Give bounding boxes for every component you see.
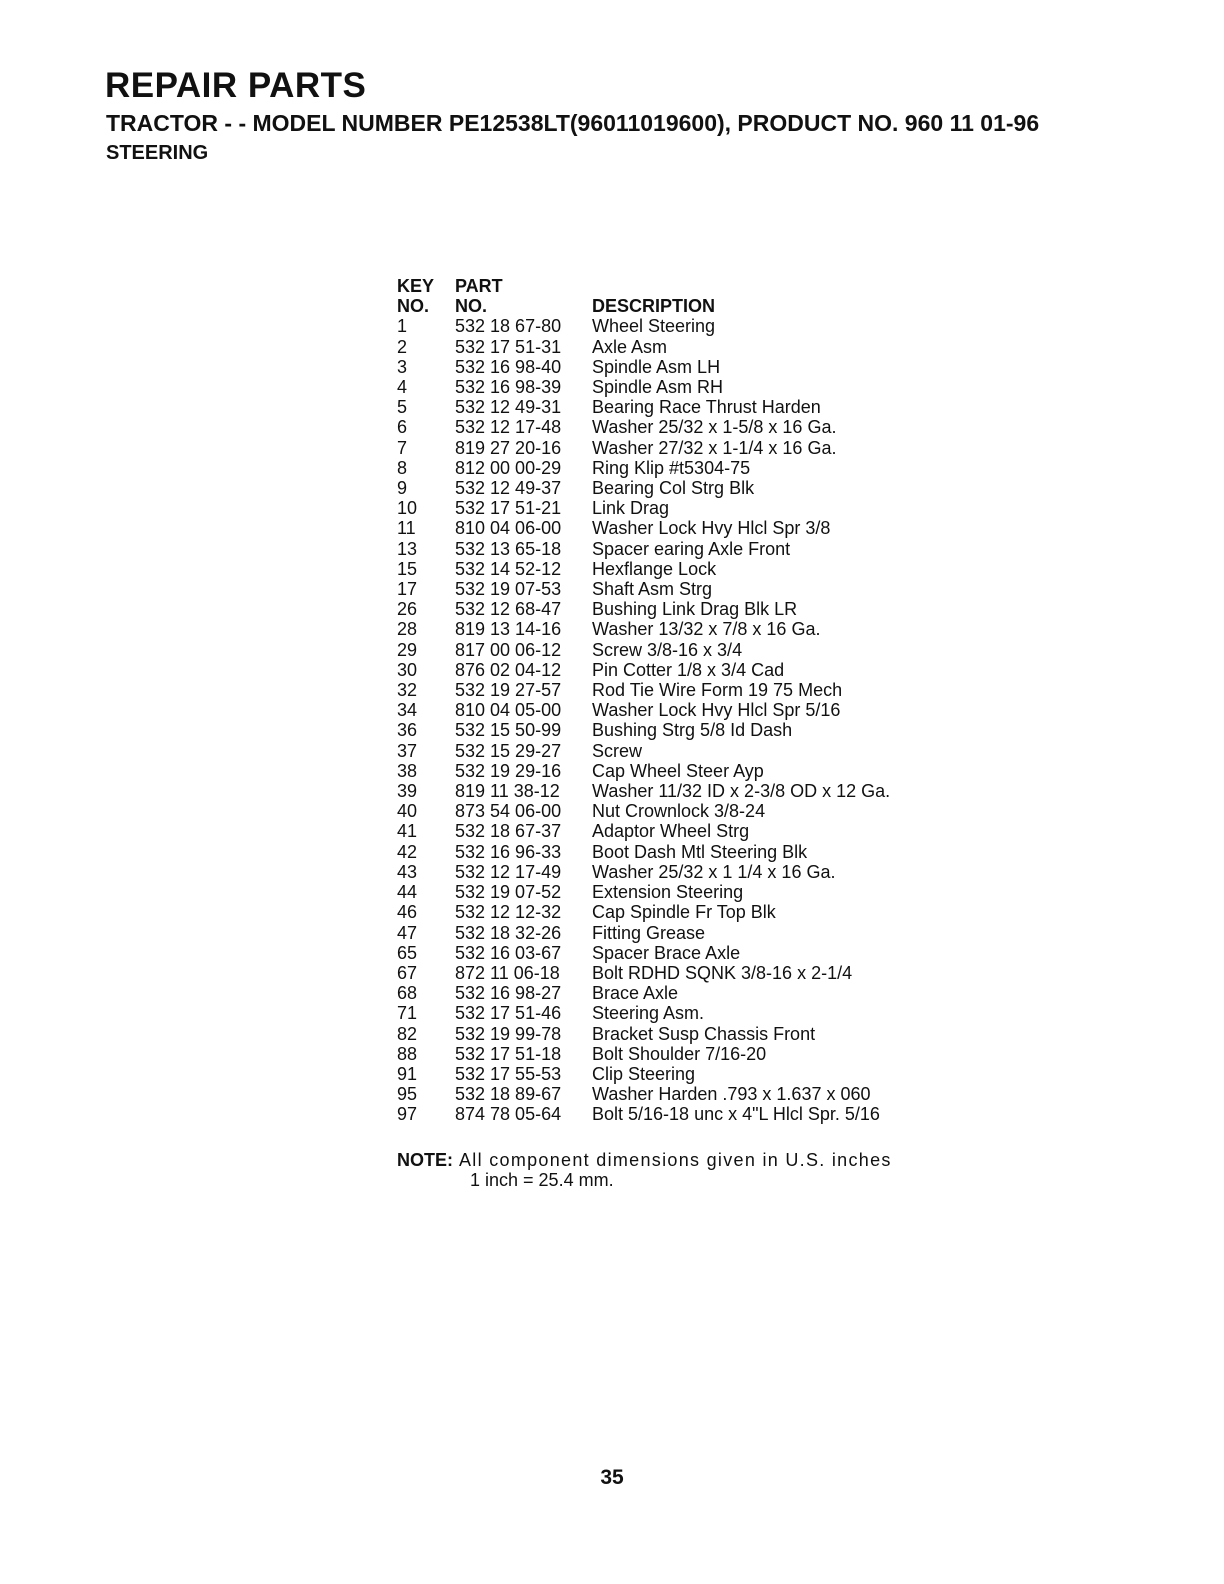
row-part-number: 874 78 05-64 bbox=[455, 1104, 562, 1125]
row-key-number: 46 bbox=[397, 902, 418, 923]
row-description: Adaptor Wheel Strg bbox=[592, 821, 750, 842]
table-row bbox=[397, 397, 890, 417]
table-row bbox=[397, 458, 890, 478]
row-part-number: 819 27 20-16 bbox=[455, 437, 562, 458]
row-description: Spacer Brace Axle bbox=[592, 942, 741, 963]
table-row bbox=[397, 357, 890, 377]
table-row bbox=[397, 1024, 890, 1044]
row-part-number: 810 04 05-00 bbox=[455, 700, 562, 721]
row-part-number: 532 16 03-67 bbox=[455, 942, 562, 963]
row-part-number: 532 18 67-80 bbox=[455, 316, 562, 337]
row-description: Washer 13/32 x 7/8 x 16 Ga. bbox=[592, 619, 821, 640]
table-row bbox=[397, 1003, 890, 1023]
row-key-number: 15 bbox=[397, 558, 418, 579]
table-row bbox=[397, 316, 890, 336]
row-description: Bearing Col Strg Blk bbox=[592, 478, 755, 499]
row-part-number: 532 19 29-16 bbox=[455, 760, 562, 781]
row-key-number: 38 bbox=[397, 760, 418, 781]
page-number: 35 bbox=[600, 1466, 624, 1489]
header-part-line1: PART bbox=[455, 276, 503, 296]
row-part-number: 532 17 51-18 bbox=[455, 1043, 562, 1064]
row-key-number: 2 bbox=[397, 336, 408, 357]
row-key-number: 37 bbox=[397, 740, 418, 761]
row-key-number: 17 bbox=[397, 579, 418, 600]
table-row bbox=[397, 781, 890, 801]
note-conversion: 1 inch = 25.4 mm. bbox=[470, 1170, 614, 1190]
row-description: Washer Harden .793 x 1.637 x 060 bbox=[592, 1084, 871, 1105]
row-description: Axle Asm bbox=[592, 336, 668, 357]
row-key-number: 43 bbox=[397, 861, 418, 882]
table-row bbox=[397, 498, 890, 518]
table-row bbox=[397, 741, 890, 761]
row-part-number: 532 12 17-49 bbox=[455, 861, 562, 882]
table-row bbox=[397, 1044, 890, 1064]
row-part-number: 532 18 32-26 bbox=[455, 922, 562, 943]
row-part-number: 532 12 68-47 bbox=[455, 599, 562, 620]
row-key-number: 97 bbox=[397, 1104, 418, 1125]
row-key-number: 34 bbox=[397, 700, 418, 721]
row-key-number: 6 bbox=[397, 417, 408, 438]
table-row bbox=[397, 862, 890, 882]
row-description: Bolt 5/16-18 unc x 4"L Hlcl Spr. 5/16 bbox=[592, 1104, 880, 1125]
row-part-number: 819 11 38-12 bbox=[455, 781, 560, 802]
row-description: Pin Cotter 1/8 x 3/4 Cad bbox=[592, 659, 785, 680]
note-text: All component dimensions given in U.S. inches bbox=[459, 1150, 892, 1170]
row-key-number: 42 bbox=[397, 841, 418, 862]
row-key-number: 7 bbox=[397, 437, 408, 458]
row-description: Hexflange Lock bbox=[592, 558, 717, 579]
row-description: Cap Spindle Fr Top Blk bbox=[592, 902, 776, 923]
table-body bbox=[397, 316, 890, 1124]
table-row bbox=[397, 640, 890, 660]
row-description: Boot Dash Mtl Steering Blk bbox=[592, 841, 808, 862]
table-row bbox=[397, 801, 890, 821]
table-row bbox=[397, 539, 890, 559]
row-description: Extension Steering bbox=[592, 882, 744, 903]
row-part-number: 532 16 96-33 bbox=[455, 841, 562, 862]
row-description: Screw 3/8-16 x 3/4 bbox=[592, 639, 743, 660]
row-part-number: 532 12 49-31 bbox=[455, 397, 562, 418]
row-key-number: 29 bbox=[397, 639, 418, 660]
table-row bbox=[397, 1084, 890, 1104]
table-header-row-2 bbox=[397, 296, 890, 316]
row-key-number: 28 bbox=[397, 619, 418, 640]
row-part-number: 819 13 14-16 bbox=[455, 619, 562, 640]
row-description: Screw bbox=[592, 740, 643, 761]
row-description: Steering Asm. bbox=[592, 1003, 705, 1024]
row-description: Washer Lock Hvy Hlcl Spr 3/8 bbox=[592, 518, 831, 539]
row-key-number: 68 bbox=[397, 983, 418, 1004]
row-part-number: 876 02 04-12 bbox=[455, 659, 562, 680]
row-key-number: 65 bbox=[397, 942, 418, 963]
table-row bbox=[397, 1104, 890, 1124]
table-row bbox=[397, 417, 890, 437]
row-part-number: 532 19 27-57 bbox=[455, 680, 562, 701]
row-description: Bushing Strg 5/8 Id Dash bbox=[592, 720, 793, 741]
row-key-number: 11 bbox=[397, 518, 416, 539]
row-description: Bushing Link Drag Blk LR bbox=[592, 599, 798, 620]
row-part-number: 532 15 50-99 bbox=[455, 720, 562, 741]
row-part-number: 532 12 17-48 bbox=[455, 417, 562, 438]
row-key-number: 1 bbox=[397, 316, 408, 337]
row-part-number: 532 19 07-52 bbox=[455, 882, 562, 903]
row-description: Bearing Race Thrust Harden bbox=[592, 397, 821, 418]
row-description: Bracket Susp Chassis Front bbox=[592, 1023, 816, 1044]
row-key-number: 67 bbox=[397, 962, 418, 983]
table-row bbox=[397, 842, 890, 862]
header-key-line2: NO. bbox=[397, 296, 430, 317]
row-key-number: 40 bbox=[397, 801, 418, 822]
table-row bbox=[397, 902, 890, 922]
row-key-number: 8 bbox=[397, 457, 408, 478]
row-description: Washer 11/32 ID x 2-3/8 OD x 12 Ga. bbox=[592, 781, 891, 802]
table-row bbox=[397, 882, 890, 902]
table-row bbox=[397, 599, 890, 619]
page-title: REPAIR PARTS bbox=[105, 66, 367, 105]
table-row bbox=[397, 821, 890, 841]
row-part-number: 532 17 51-21 bbox=[455, 498, 562, 519]
row-key-number: 26 bbox=[397, 599, 418, 620]
table-row bbox=[397, 680, 890, 700]
table-row bbox=[397, 963, 890, 983]
row-key-number: 30 bbox=[397, 659, 418, 680]
row-description: Cap Wheel Steer Ayp bbox=[592, 760, 764, 781]
table-row bbox=[397, 377, 890, 397]
row-description: Washer 25/32 x 1 1/4 x 16 Ga. bbox=[592, 861, 836, 882]
row-part-number: 532 12 49-37 bbox=[455, 478, 562, 499]
row-part-number: 532 13 65-18 bbox=[455, 538, 562, 559]
section-heading: STEERING bbox=[106, 142, 209, 164]
row-key-number: 47 bbox=[397, 922, 418, 943]
row-part-number: 532 14 52-12 bbox=[455, 558, 562, 579]
row-part-number: 532 17 51-46 bbox=[455, 1003, 562, 1024]
table-row bbox=[397, 943, 890, 963]
row-part-number: 812 00 00-29 bbox=[455, 457, 562, 478]
row-part-number: 872 11 06-18 bbox=[455, 962, 560, 983]
row-key-number: 9 bbox=[397, 478, 408, 499]
table-row bbox=[397, 337, 890, 357]
model-subtitle: TRACTOR - - MODEL NUMBER PE12538LT(96011019600), PRODUCT NO. 960 11 01-96 bbox=[106, 110, 1040, 136]
row-description: Shaft Asm Strg bbox=[592, 579, 713, 600]
header-description: DESCRIPTION bbox=[592, 296, 716, 317]
row-part-number: 532 16 98-39 bbox=[455, 377, 562, 398]
row-part-number: 532 12 12-32 bbox=[455, 902, 562, 923]
table-header-row-1 bbox=[397, 276, 890, 296]
table-row bbox=[397, 700, 890, 720]
row-key-number: 41 bbox=[397, 821, 418, 842]
row-part-number: 532 16 98-40 bbox=[455, 356, 562, 377]
row-description: Wheel Steering bbox=[592, 316, 716, 337]
row-part-number: 532 18 67-37 bbox=[455, 821, 562, 842]
row-key-number: 91 bbox=[397, 1063, 418, 1084]
row-description: Fitting Grease bbox=[592, 922, 706, 943]
row-part-number: 532 17 55-53 bbox=[455, 1063, 562, 1084]
row-part-number: 817 00 06-12 bbox=[455, 639, 562, 660]
row-description: Ring Klip #t5304-75 bbox=[592, 457, 751, 478]
row-key-number: 10 bbox=[397, 498, 418, 519]
row-description: Spindle Asm RH bbox=[592, 377, 724, 398]
row-description: Nut Crownlock 3/8-24 bbox=[592, 801, 766, 822]
table-row bbox=[397, 579, 890, 599]
row-key-number: 5 bbox=[397, 397, 408, 418]
row-part-number: 532 18 89-67 bbox=[455, 1084, 562, 1105]
parts-table bbox=[397, 276, 890, 1125]
row-key-number: 39 bbox=[397, 781, 418, 802]
row-part-number: 532 19 07-53 bbox=[455, 579, 562, 600]
row-description: Brace Axle bbox=[592, 983, 679, 1004]
row-description: Bolt Shoulder 7/16-20 bbox=[592, 1043, 767, 1064]
table-row bbox=[397, 720, 890, 740]
table-row bbox=[397, 660, 890, 680]
row-key-number: 82 bbox=[397, 1023, 418, 1044]
table-row bbox=[397, 619, 890, 639]
table-row bbox=[397, 983, 890, 1003]
table-row bbox=[397, 438, 890, 458]
row-key-number: 4 bbox=[397, 377, 408, 398]
row-part-number: 810 04 06-00 bbox=[455, 518, 562, 539]
row-description: Washer 27/32 x 1-1/4 x 16 Ga. bbox=[592, 437, 837, 458]
row-description: Clip Steering bbox=[592, 1063, 696, 1084]
note-label: NOTE: bbox=[397, 1150, 453, 1170]
table-row bbox=[397, 518, 890, 538]
row-description: Washer Lock Hvy Hlcl Spr 5/16 bbox=[592, 700, 841, 721]
table-row bbox=[397, 559, 890, 579]
table-row bbox=[397, 923, 890, 943]
row-description: Spindle Asm LH bbox=[592, 356, 721, 377]
table-row bbox=[397, 761, 890, 781]
row-part-number: 532 15 29-27 bbox=[455, 740, 562, 761]
header-part-line2: NO. bbox=[455, 296, 488, 317]
row-part-number: 532 19 99-78 bbox=[455, 1023, 562, 1044]
header-key-line1: KEY bbox=[397, 276, 435, 296]
row-key-number: 71 bbox=[397, 1003, 418, 1024]
row-key-number: 88 bbox=[397, 1043, 418, 1064]
row-part-number: 873 54 06-00 bbox=[455, 801, 562, 822]
row-description: Link Drag bbox=[592, 498, 670, 519]
table-row bbox=[397, 478, 890, 498]
row-description: Rod Tie Wire Form 19 75 Mech bbox=[592, 680, 843, 701]
row-key-number: 44 bbox=[397, 882, 418, 903]
table-row bbox=[397, 1064, 890, 1084]
row-description: Bolt RDHD SQNK 3/8-16 x 2-1/4 bbox=[592, 962, 853, 983]
row-description: Spacer earing Axle Front bbox=[592, 538, 791, 559]
row-key-number: 3 bbox=[397, 356, 408, 377]
row-part-number: 532 16 98-27 bbox=[455, 983, 562, 1004]
row-key-number: 32 bbox=[397, 680, 418, 701]
row-description: Washer 25/32 x 1-5/8 x 16 Ga. bbox=[592, 417, 837, 438]
note-block bbox=[397, 1150, 892, 1190]
row-part-number: 532 17 51-31 bbox=[455, 336, 562, 357]
row-key-number: 36 bbox=[397, 720, 418, 741]
row-key-number: 13 bbox=[397, 538, 418, 559]
row-key-number: 95 bbox=[397, 1084, 418, 1105]
